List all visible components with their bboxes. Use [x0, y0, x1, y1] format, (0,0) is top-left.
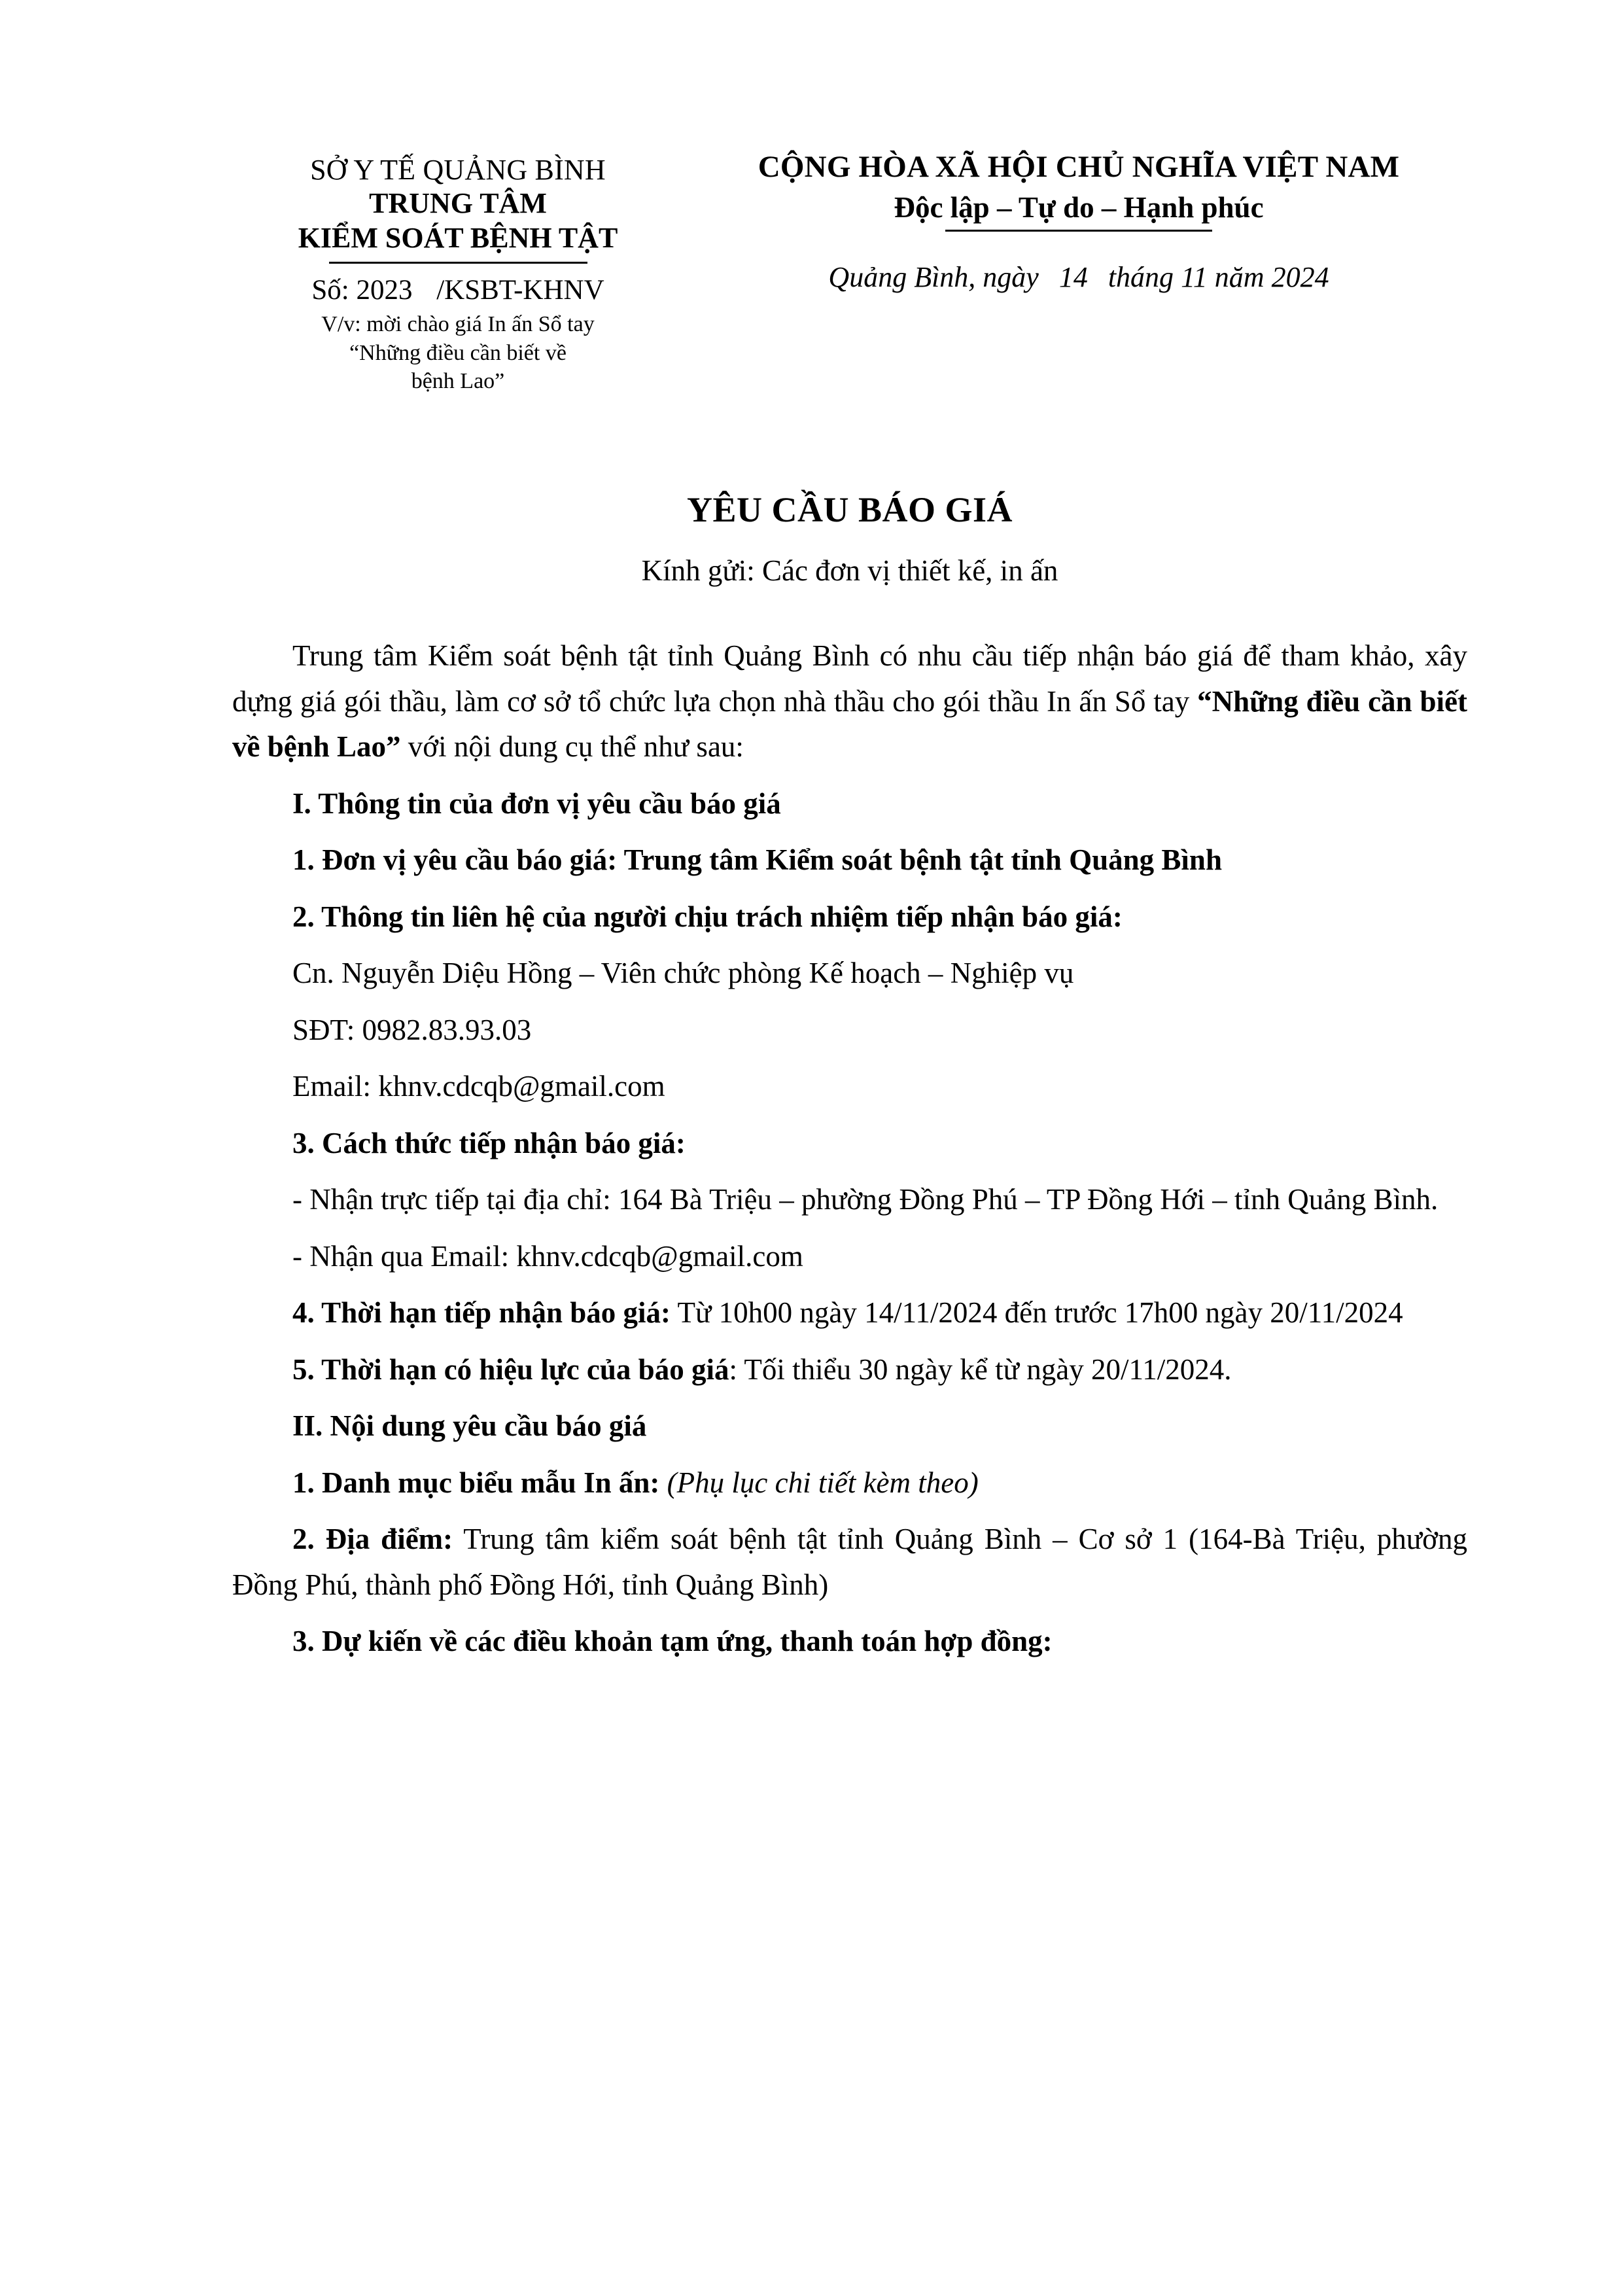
section-1-item-5-label: 5. Thời hạn có hiệu lực của báo giá [292, 1352, 729, 1386]
section-1-item-4 [232, 1290, 1467, 1336]
document-number-value: 2023 [356, 274, 413, 306]
intro-bold-quote: “Những điều cần biết về bệnh Lao” [232, 684, 1467, 764]
addressee-line: Kính gửi: Các đơn vị thiết kế, in ấn [641, 554, 1058, 587]
section-2-item-2-label: 2. Địa điểm: [292, 1523, 453, 1556]
letterhead-divider-left [329, 262, 587, 264]
dateline-month-label: tháng [1108, 261, 1174, 294]
section-2-item-1-label: 1. Danh mục biểu mẫu In ấn: [292, 1466, 660, 1499]
section-1-item-5 [232, 1347, 1467, 1393]
section-2-item-3-text: 3. Dự kiến về các điều khoản tạm ứng, thanh toán hợp đồng: [292, 1625, 1053, 1658]
section-2-item-1 [232, 1460, 1467, 1506]
intro-paragraph [232, 633, 1467, 770]
document-number-label: Số: [311, 274, 349, 306]
contact-phone-text: SĐT: 0982.83.93.03 [292, 1013, 532, 1046]
contact-email [232, 1064, 1467, 1110]
dateline-year: 2024 [1271, 261, 1329, 294]
organization-name-line-1: TRUNG TÂM [369, 187, 547, 220]
section-1-item-4-label: 4. Thời hạn tiếp nhận báo giá: [292, 1296, 671, 1330]
section-1-heading [232, 781, 1467, 827]
section-1-item-1 [232, 838, 1467, 883]
document-subject [232, 310, 684, 396]
document-body [232, 633, 1467, 1665]
section-1-item-3-bullet-1 [232, 1177, 1467, 1223]
national-heading-block [684, 149, 1467, 295]
document-subject-line-3: bệnh Lao” [411, 369, 505, 394]
dateline [690, 259, 1467, 295]
section-2-item-3 [232, 1619, 1467, 1665]
section-1-item-3-bullet-2-text: - Nhận qua Email: khnv.cdcqb@gmail.com [292, 1239, 803, 1273]
dateline-year-label: năm [1214, 261, 1265, 294]
letterhead-divider-right [945, 230, 1212, 232]
section-2-item-2 [232, 1517, 1467, 1608]
dateline-day: 14 [1058, 261, 1088, 294]
contact-phone [232, 1008, 1467, 1053]
dateline-place: Quảng Bình, ngày [828, 261, 1039, 294]
document-subject-line-2: “Những điều cần biết về [349, 340, 567, 365]
section-2-item-2-value: Trung tâm kiểm soát bệnh tật tỉnh Quảng Bình – Cơ sở 1 (164-Bà Triệu, phường Đồng Phú, thành phố Đồng Hới, tỉnh Quảng Bình) [232, 1523, 1467, 1601]
document-number-suffix: /KSBT-KHNV [436, 274, 604, 306]
national-motto: Độc lập – Tự do – Hạnh phúc [894, 191, 1264, 224]
contact-email-text: Email: khnv.cdcqb@gmail.com [292, 1070, 665, 1103]
issuing-authority-block [232, 149, 684, 396]
letterhead [232, 149, 1467, 396]
section-1-item-3-text: 3. Cách thức tiếp nhận báo giá: [292, 1126, 686, 1159]
document-subject-line-1: V/v: mời chào giá In ấn Sổ tay [321, 312, 595, 337]
section-1-item-3-bullet-1-text: - Nhận trực tiếp tại địa chỉ: 164 Bà Triệu – phường Đồng Phú – TP Đồng Hới – tỉnh Quảng Bình. [292, 1183, 1439, 1216]
contact-person [232, 951, 1467, 997]
intro-part-2: với nội dung cụ thể như sau: [400, 730, 744, 764]
section-1-item-5-value: : Tối thiểu 30 ngày kể từ ngày 20/11/2024. [729, 1352, 1232, 1386]
intro-part-1: Trung tâm Kiểm soát bệnh tật tỉnh Quảng Bình có nhu cầu tiếp nhận báo giá để tham khảo, xây dựng giá gói thầu, làm cơ sở tổ chức lựa chọn nhà thầu cho gói thầu In ấn Sổ tay [232, 639, 1467, 718]
national-name: CỘNG HÒA XÃ HỘI CHỦ NGHĨA VIỆT NAM [758, 150, 1400, 184]
section-2-heading [232, 1404, 1467, 1449]
section-1-item-3 [232, 1121, 1467, 1167]
organization-name-line-2: KIỂM SOÁT BỆNH TẬT [298, 221, 618, 254]
contact-person-text: Cn. Nguyễn Diệu Hồng – Viên chức phòng Kế hoạch – Nghiệp vụ [292, 957, 1074, 990]
parent-organization-name: SỞ Y TẾ QUẢNG BÌNH [310, 154, 606, 186]
section-2-heading-text: II. Nội dung yêu cầu báo giá [292, 1409, 647, 1443]
dateline-month: 11 [1181, 261, 1208, 294]
section-1-item-2 [232, 894, 1467, 940]
section-1-item-2-text: 2. Thông tin liên hệ của người chịu trách nhiệm tiếp nhận báo giá: [292, 900, 1123, 933]
section-1-heading-text: I. Thông tin của đơn vị yêu cầu báo giá [292, 786, 781, 820]
section-1-item-1-text: 1. Đơn vị yêu cầu báo giá: Trung tâm Kiểm soát bệnh tật tỉnh Quảng Bình [292, 843, 1222, 877]
section-1-item-4-value: Từ 10h00 ngày 14/11/2024 đến trước 17h00 ngày 20/11/2024 [671, 1296, 1403, 1330]
section-1-item-3-bullet-2 [232, 1234, 1467, 1280]
document-title: YÊU CẦU BÁO GIÁ [686, 490, 1013, 529]
section-2-item-1-note: (Phụ lục chi tiết kèm theo) [659, 1466, 979, 1499]
document-number-line [232, 273, 684, 308]
